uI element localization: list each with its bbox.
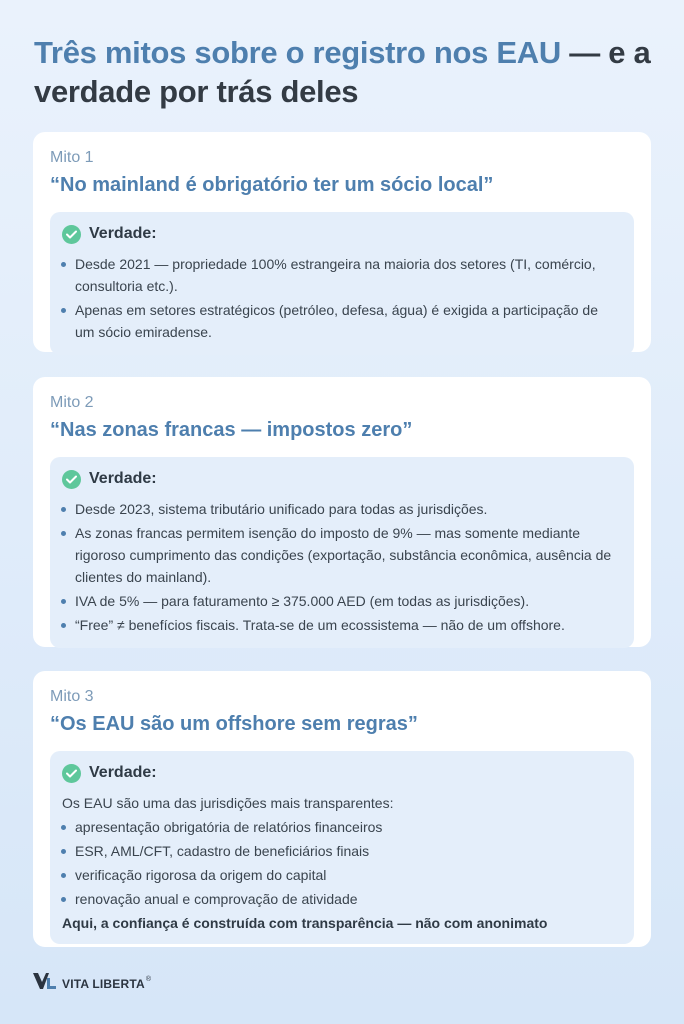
myth-label: Mito 3 bbox=[50, 688, 94, 705]
truth-header bbox=[60, 223, 620, 245]
myth-quote: “Os EAU são um offshore sem regras” bbox=[50, 713, 418, 735]
truth-list bbox=[60, 253, 620, 343]
vita-liberta-logo-icon bbox=[33, 972, 57, 995]
page-title bbox=[34, 33, 654, 111]
page-title-highlight: Três mitos sobre o registro nos EAU bbox=[34, 35, 561, 70]
truth-list bbox=[60, 498, 620, 636]
check-icon bbox=[62, 470, 81, 489]
check-icon bbox=[62, 764, 81, 783]
myth-label: Mito 2 bbox=[50, 394, 94, 411]
truth-header bbox=[60, 468, 620, 490]
list-item: Apenas em setores estratégicos (petróleo, defesa, água) é exigida a participação de um sócio emiradense. bbox=[60, 299, 620, 343]
list-item: verificação rigorosa da origem do capital bbox=[60, 864, 620, 886]
myth-card-3 bbox=[33, 671, 651, 947]
truth-title: Verdade: bbox=[89, 225, 157, 242]
registered-mark: ® bbox=[145, 976, 152, 983]
myth-card-2 bbox=[33, 377, 651, 647]
list-item: IVA de 5% — para faturamento ≥ 375.000 AED (em todas as jurisdições). bbox=[60, 590, 620, 612]
list-item: ESR, AML/CFT, cadastro de beneficiários finais bbox=[60, 840, 620, 862]
myth-quote: “No mainland é obrigatório ter um sócio local” bbox=[50, 174, 494, 196]
page-title-rest: — e a verdade por trás deles bbox=[34, 35, 651, 109]
list-item: Desde 2023, sistema tributário unificado para todas as jurisdições. bbox=[60, 498, 620, 520]
list-item: renovação anual e comprovação de atividade bbox=[60, 888, 620, 910]
list-item: “Free” ≠ benefícios fiscais. Trata-se de um ecossistema — não de um offshore. bbox=[60, 614, 620, 636]
myth-label: Mito 1 bbox=[50, 149, 94, 166]
list-item: As zonas francas permitem isenção do imposto de 9% — mas somente mediante rigoroso cumprimento das condições (exportação, substância econômica, ausência de clientes do mainland). bbox=[60, 522, 620, 588]
truth-box bbox=[50, 457, 634, 648]
check-icon bbox=[62, 225, 81, 244]
brand-logo bbox=[33, 972, 151, 995]
list-item: Desde 2021 — propriedade 100% estrangeira na maioria dos setores (TI, comércio, consultoria etc.). bbox=[60, 253, 620, 297]
truth-intro: Os EAU são uma das jurisdições mais transparentes: bbox=[62, 795, 394, 811]
truth-title: Verdade: bbox=[89, 470, 157, 487]
list-item: apresentação obrigatória de relatórios financeiros bbox=[60, 816, 620, 838]
truth-title: Verdade: bbox=[89, 764, 157, 781]
myth-quote: “Nas zonas francas — impostos zero” bbox=[50, 419, 413, 441]
truth-list bbox=[60, 816, 620, 910]
truth-header bbox=[60, 762, 620, 784]
truth-conclusion: Aqui, a confiança é construída com transparência — não com anonimato bbox=[62, 915, 548, 931]
truth-box bbox=[50, 751, 634, 944]
myth-card-1 bbox=[33, 132, 651, 352]
truth-box bbox=[50, 212, 634, 355]
logo-text: VITA LIBERTA bbox=[62, 976, 145, 991]
